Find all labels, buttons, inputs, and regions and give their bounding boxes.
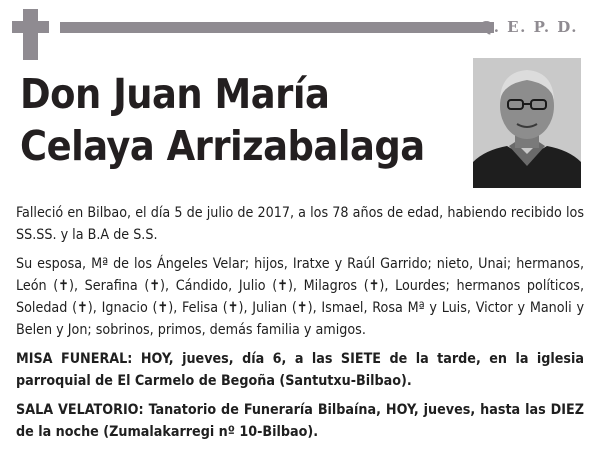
obituary-header bbox=[0, 0, 600, 60]
portrait-photo-image bbox=[473, 58, 581, 188]
family-list: Su esposa, Mª de los Ángeles Velar; hijos, Iratxe y Raúl Garrido; nieto, Unai; hermanos, León (✝), Serafina (✝), Cándido, Julio (✝), Milagros (✝), Lourdes; hermanos políticos, Soledad (✝), Ignacio (✝), Felisa (✝), Julian (✝), Ismael, Rosa Mª y Luis, Victor y Manoli y Belen y Jon; sobrinos, primos, demás familia y amigos. bbox=[16, 256, 584, 338]
portrait-photo bbox=[473, 58, 581, 188]
name-line-1: Don Juan María bbox=[20, 70, 330, 118]
header-rule bbox=[60, 22, 494, 33]
qepd-label: Q. E. P. D. bbox=[479, 18, 578, 36]
funeral-home: SALA VELATORIO: Tanatorio de Funeraría Bilbaína, HOY, jueves, hasta las DIEZ de la noche (Zumalakarregi nº 10-Bilbao). bbox=[16, 402, 584, 440]
name-line-2: Celaya Arrizabalaga bbox=[20, 122, 425, 170]
death-notice: Falleció en Bilbao, el día 5 de julio de 2017, a los 78 años de edad, habiendo recibido los SS.SS. y la B.A de S.S. bbox=[16, 205, 584, 243]
cross-icon bbox=[23, 9, 38, 60]
cross-icon-bar bbox=[12, 21, 49, 33]
obituary-body bbox=[16, 202, 584, 450]
deceased-name bbox=[20, 68, 425, 172]
funeral-mass: MISA FUNERAL: HOY, jueves, día 6, a las SIETE de la tarde, en la iglesia parroquial de El Carmelo de Begoña (Santutxu-Bilbao). bbox=[16, 351, 584, 389]
